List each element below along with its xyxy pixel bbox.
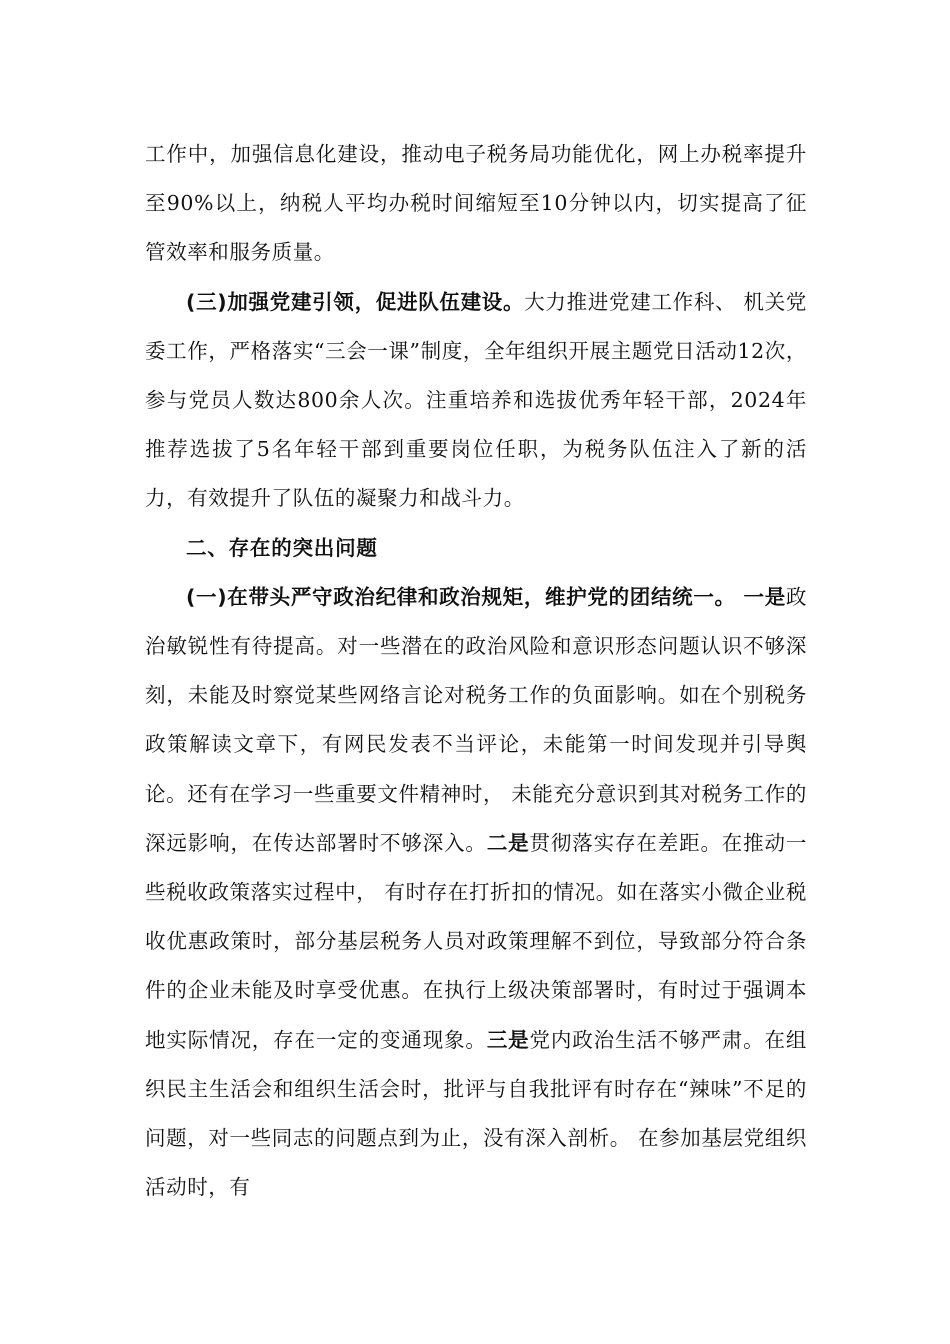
lead-marker-three: 三是	[486, 1027, 530, 1052]
paragraph-text: 工作中，加强信息化建设，推动电子税务局功能优化，网上办税率提升至90%以上，纳税人平均办税时间缩短至10分钟以内，切实提高了征管效率和服务质量。	[145, 142, 807, 265]
paragraph-bold-title: (一)在带头严守政治纪律和政治规矩，维护党的团结统一。	[186, 584, 744, 609]
paragraph-informatization	[145, 130, 807, 278]
lead-marker-one: 一是	[743, 584, 786, 609]
paragraph-problems	[145, 573, 807, 1213]
section-heading: 二、存在的突出问题	[186, 535, 378, 560]
lead-marker-two: 二是	[486, 830, 530, 855]
paragraph-text: 党内政治生活不够严肃。在组织民主生活会和组织生活会时，批评与自我批评有时存在“辣味”不足的问题，对一些同志的问题点到为止，没有深入剖析。 在参加基层党组织活动时，有	[145, 1027, 807, 1200]
paragraph-text: 政治敏锐性有待提高。对一些潜在的政治风险和意识形态问题认识不够深刻，未能及时察觉某些网络言论对税务工作的负面影响。如在个别税务政策解读文章下，有网民发表不当评论，未能第一时间发现并引导舆论。还有在学习一些重要文件精神时， 未能充分意识到其对税务工作的深远影响，在传达部署时不够深入。	[145, 584, 807, 855]
paragraph-text: 大力推进党建工作科、 机关党委工作，严格落实“三会一课”制度，全年组织开展主题党日活动12次，参与党员人数达800余人次。注重培养和选拔优秀年轻干部，2024年推荐选拔了5名年轻干部到重要岗位任职，为税务队伍注入了新的活力，有效提升了队伍的凝聚力和战斗力。	[145, 289, 808, 511]
paragraph-text: 贯彻落实存在差距。在推动一些税收政策落实过程中， 有时存在打折扣的情况。如在落实小微企业税收优惠政策时，部分基层税务人员对政策理解不到位，导致部分符合条件的企业未能及时享受优惠。在执行上级决策部署时，有时过于强调本地实际情况，存在一定的变通现象。	[145, 830, 807, 1052]
document-body	[145, 130, 807, 1212]
paragraph-party-building	[145, 278, 807, 524]
paragraph-bold-title: (三)加强党建引领，促进队伍建设。	[186, 289, 525, 314]
